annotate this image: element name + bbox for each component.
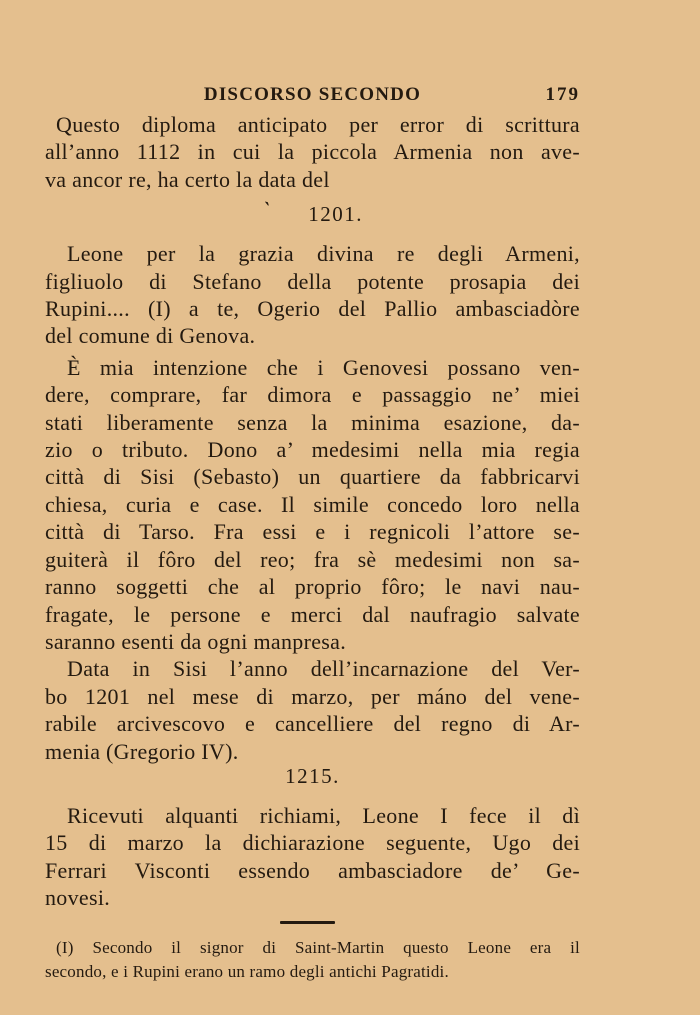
text-line: rabile arcivescovo e cancelliere del regno di Ar- xyxy=(45,711,580,737)
text-line: secondo, e i Rupini erano un ramo degli antichi Pagratidi. xyxy=(45,961,449,981)
text-line: dere, comprare, far dimora e passaggio ne’ miei xyxy=(45,382,580,408)
text-line: Ferrari Visconti essendo ambasciadore de’ Ge- xyxy=(45,857,580,883)
text-line: 15 di marzo la dichiarazione seguente, Ugo dei xyxy=(45,830,580,856)
text-line: va ancor re, ha certo la data del xyxy=(45,166,330,192)
footnote xyxy=(45,936,580,984)
text-line: novesi. xyxy=(45,885,111,911)
text-line: chiesa, curia e case. Il simile concedo loro nella xyxy=(45,491,580,517)
text-line: Leone per la grazia divina re degli Armeni, xyxy=(67,241,580,267)
date-heading-1215 xyxy=(45,763,580,790)
text-line: del comune di Genova. xyxy=(45,323,256,349)
text-line: guiterà il fôro del reo; fra sè medesimi non sa- xyxy=(45,546,580,572)
text-line: menia (Gregorio IV). xyxy=(45,738,239,764)
text-line: saranno esenti da ogni manpresa. xyxy=(45,628,347,654)
running-header xyxy=(45,84,580,108)
page-number: 179 xyxy=(545,84,580,105)
text-line: (I) Secondo il signor di Saint-Martin questo Leone era il xyxy=(56,937,580,957)
text-line: città di Tarso. Fra essi e i regnicoli l’attore se- xyxy=(45,519,580,545)
paragraph-intro xyxy=(45,111,580,193)
text-line: bo 1201 nel mese di marzo, per máno del vene- xyxy=(45,683,580,709)
text-line: figliuolo di Stefano della potente prosapia dei xyxy=(45,268,580,294)
text-line: città di Sisi (Sebasto) un quartiere da fabbricarvi xyxy=(45,464,580,490)
footnote-separator-rule xyxy=(280,921,335,924)
date-heading-text: 1201. xyxy=(308,202,363,227)
text-line: È mia intenzione che i Genovesi possano ven- xyxy=(67,354,580,380)
paragraph-privileges xyxy=(45,354,580,655)
stray-ink-mark: ` xyxy=(259,198,274,222)
text-line: stati liberamente senza la minima esazione, da- xyxy=(45,409,580,435)
chapter-title: DISCORSO SECONDO xyxy=(203,84,422,105)
text-line: ranno soggetti che al proprio fôro; le navi nau- xyxy=(45,574,580,600)
date-heading-text: 1215. xyxy=(285,763,340,788)
text-line: all’anno 1112 in cui la piccola Armenia non ave- xyxy=(45,139,580,165)
text-line: Ricevuti alquanti richiami, Leone I fece il dì xyxy=(67,802,580,828)
text-line: fragate, le persone e merci dal naufragio salvate xyxy=(45,601,580,627)
text-line: Rupini.... (I) a te, Ogerio del Pallio ambasciadòre xyxy=(45,296,580,322)
text-line: zio o tributo. Dono a’ medesimi nella mia regia xyxy=(45,437,580,463)
date-heading-1201 xyxy=(45,198,580,229)
paragraph-richiami xyxy=(45,802,580,912)
text-column xyxy=(45,0,580,984)
paragraph-datation xyxy=(45,655,580,765)
text-line: Data in Sisi l’anno dell’incarnazione del Ver- xyxy=(67,656,580,682)
text-line: Questo diploma anticipato per error di scrittura xyxy=(56,112,580,137)
paragraph-salutation xyxy=(45,240,580,350)
